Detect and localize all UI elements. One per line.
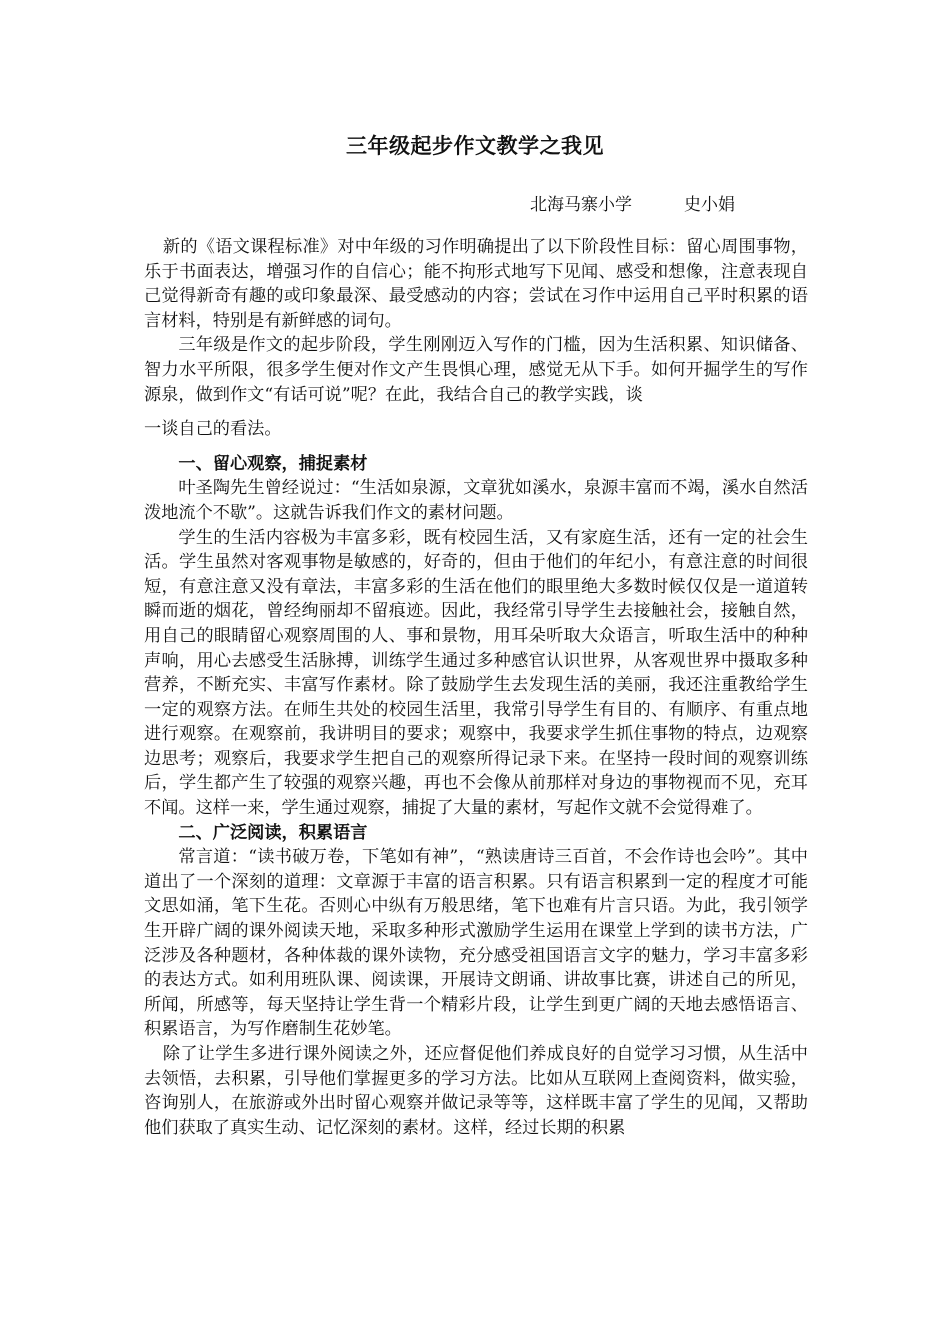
school-name: 北海马寨小学 xyxy=(530,195,632,215)
paragraph: 叶圣陶先生曾经说过：“生活如泉源，文章犹如溪水，泉源丰富而不竭，溪水自然活泼地流个不歇”。这就告诉我们作文的素材问题。 xyxy=(144,478,808,523)
paragraph: 常言道：“读书破万卷，下笔如有神”，“熟读唐诗三百首，不会作诗也会吟”。其中道出了一个深刻的道理：文章源于丰富的语言积累。只有语言积累到一定的程度才可能文思如涌，笔下生花。否则心中纵有万般思绪，笔下也难有片言只语。为此，我引领学生开辟广阔的课外阅读天地，采取多种形式激励学生运用在课堂上学到的读书方法，广泛涉及各种题材，各种体裁的课外读物，充分感受祖国语言文字的魅力，学习丰富多彩的表达方式。如利用班队课、阅读课，开展诗文朗诵、讲故事比赛，讲述自己的所见，所闻，所感等，每天坚持让学生背一个精彩片段，让学生到更广阔的天地去感悟语言、积累语言，为写作磨制生花妙笔。 xyxy=(144,847,808,1040)
paragraph: 新的《语文课程标准》对中年级的习作明确提出了以下阶段性目标：留心周围事物，乐于书面表达，增强习作的自信心；能不拘形式地写下见闻、感受和想像，注意表现自己觉得新奇有趣的或印象最深、最受感动的内容；尝试在习作中运用自己平时积累的语言材料，特别是有新鲜感的词句。 xyxy=(144,237,808,331)
author-line xyxy=(530,190,735,215)
paragraph: 一谈自己的看法。 xyxy=(144,419,282,440)
author-name: 史小娟 xyxy=(684,195,735,215)
document-body xyxy=(144,235,808,1140)
section-heading: 一、留心观察，捕捉素材 xyxy=(178,453,368,474)
paragraph: 三年级是作文的起步阶段，学生刚刚迈入写作的门槛，因为生活积累、知识储备、智力水平所限，很多学生便对作文产生畏惧心理，感觉无从下手。如何开掘学生的写作源泉，做到作文“有话可说”呢？在此，我结合自己的教学实践，谈 xyxy=(144,335,808,405)
section-heading: 二、广泛阅读，积累语言 xyxy=(178,822,368,843)
paragraph: 除了让学生多进行课外阅读之外，还应督促他们养成良好的自觉学习习惯，从生活中去领悟，去积累，引导他们掌握更多的学习方法。比如从互联网上查阅资料，做实验，咨询别人，在旅游或外出时留心观察并做记录等等，这样既丰富了学生的见闻，又帮助他们获取了真实生动、记忆深刻的素材。这样，经过长期的积累 xyxy=(144,1044,808,1138)
document-title: 三年级起步作文教学之我见 xyxy=(346,133,604,158)
paragraph: 学生的生活内容极为丰富多彩，既有校园生活，又有家庭生活，还有一定的社会生活。学生虽然对客观事物是敏感的，好奇的，但由于他们的年纪小，有意注意的时间很短，有意注意又没有章法，丰富多彩的生活在他们的眼里绝大多数时候仅仅是一道道转瞬而逝的烟花，曾经绚丽却不留痕迹。因此，我经常引导学生去接触社会，接触自然，用自己的眼睛留心观察周围的人、事和景物，用耳朵听取大众语言，听取生活中的种种声响，用心去感受生活脉搏，训练学生通过多种感官认识世界，从客观世界中摄取多种营养，不断充实、丰富写作素材。除了鼓励学生去发现生活的美丽，我还注重教给学生一定的观察方法。在师生共处的校园生活里，我常引导学生有目的、有顺序、有重点地进行观察。在观察前，我讲明目的要求；观察中，我要求学生抓住事物的特点，边观察边思考；观察后，我要求学生把自己的观察所得记录下来。在坚持一段时间的观察训练后，学生都产生了较强的观察兴趣，再也不会像从前那样对身边的事物视而不见，充耳不闻。这样一来，学生通过观察，捕捉了大量的素材，写起作文就不会觉得难了。 xyxy=(144,527,808,819)
